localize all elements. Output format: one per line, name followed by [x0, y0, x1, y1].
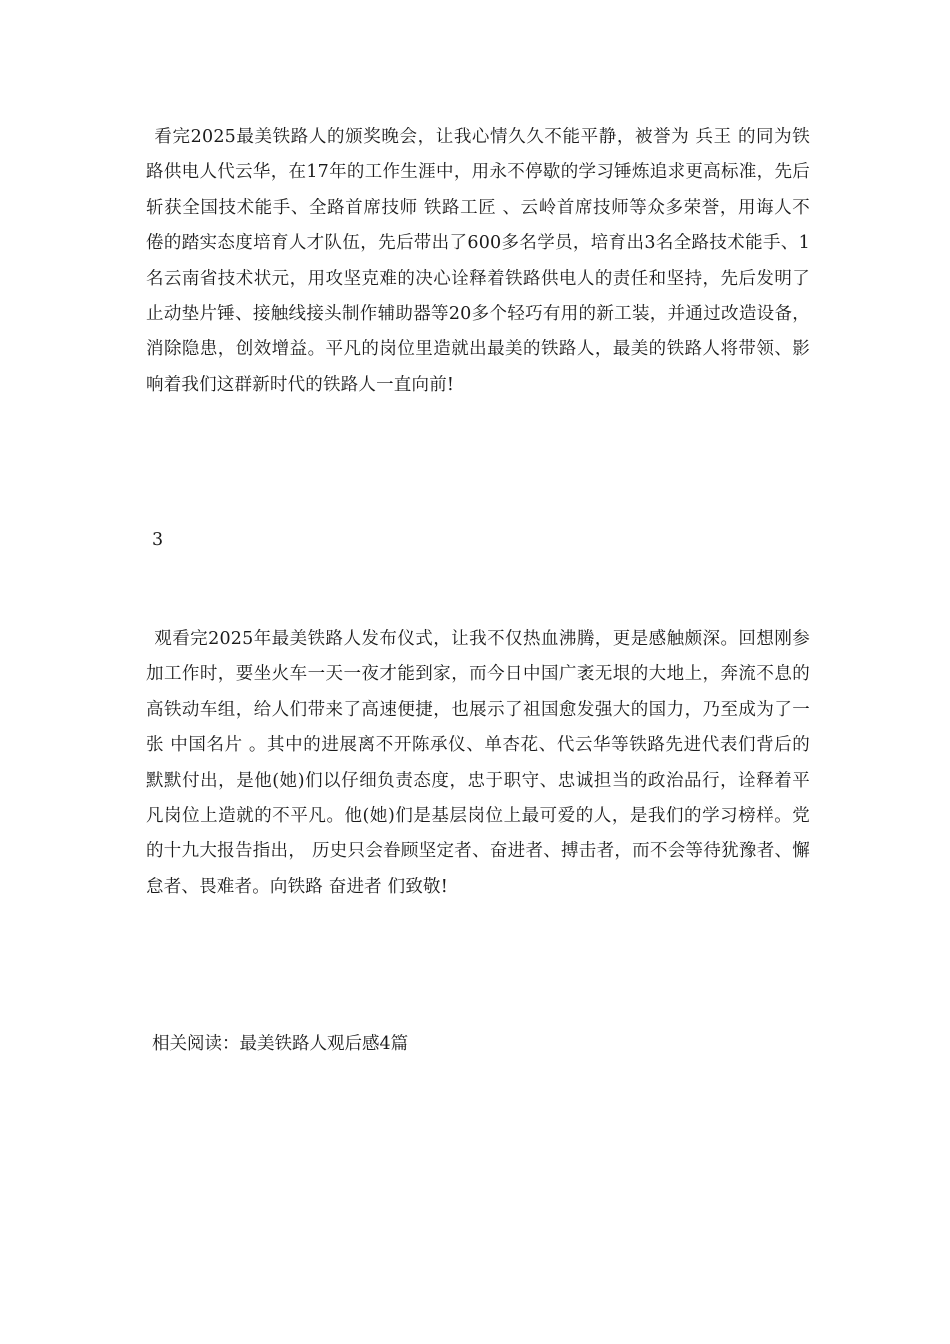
body-paragraph-1 [146, 120, 810, 403]
paragraph-2-text: 观看完2025年最美铁路人发布仪式，让我不仅热血沸腾，更是感触颇深。回想刚参加工作时，要坐火车一天一夜才能到家，而今日中国广袤无垠的大地上，奔流不息的高铁动车组，给人们带来了高速便捷，也展示了祖国愈发强大的国力，乃至成为了一张 中国名片 。其中的进展离不开陈承仪、单杏花、代云华等铁路先进代表们背后的默默付出，是他(她)们以仔细负责态度，忠于职守、忠诚担当的政治品行，诠释着平凡岗位上造就的不平凡。他(她)们是基层岗位上最可爱的人，是我们的学习榜样。党的十九大报告指出， 历史只会眷顾坚定者、奋进者、搏击者，而不会等待犹豫者、懈怠者、畏难者。向铁路 奋进者 们致敬! [146, 629, 810, 897]
paragraph-1-text: 看完2025最美铁路人的颁奖晚会，让我心情久久不能平静，被誉为 兵王 的同为铁路供电人代云华，在17年的工作生涯中，用永不停歇的学习锤炼追求更高标准，先后斩获全国技术能手、全路首席技师 铁路工匠 、云岭首席技师等众多荣誉，用诲人不倦的踏实态度培育人才队伍，先后带出了600多名学员，培育出3名全路技术能手、1名云南省技术状元，用攻坚克难的决心诠释着铁路供电人的责任和坚持，先后发明了止动垫片锤、接触线接头制作辅助器等20多个轻巧有用的新工装，并通过改造设备，消除隐患，创效增益。平凡的岗位里造就出最美的铁路人，最美的铁路人将带领、影响着我们这群新时代的铁路人一直向前! [146, 127, 810, 395]
related-reading-link[interactable]: 相关阅读：最美铁路人观后感4篇 [152, 1034, 409, 1054]
body-paragraph-2 [146, 622, 810, 905]
section-number: 3 [152, 530, 164, 550]
